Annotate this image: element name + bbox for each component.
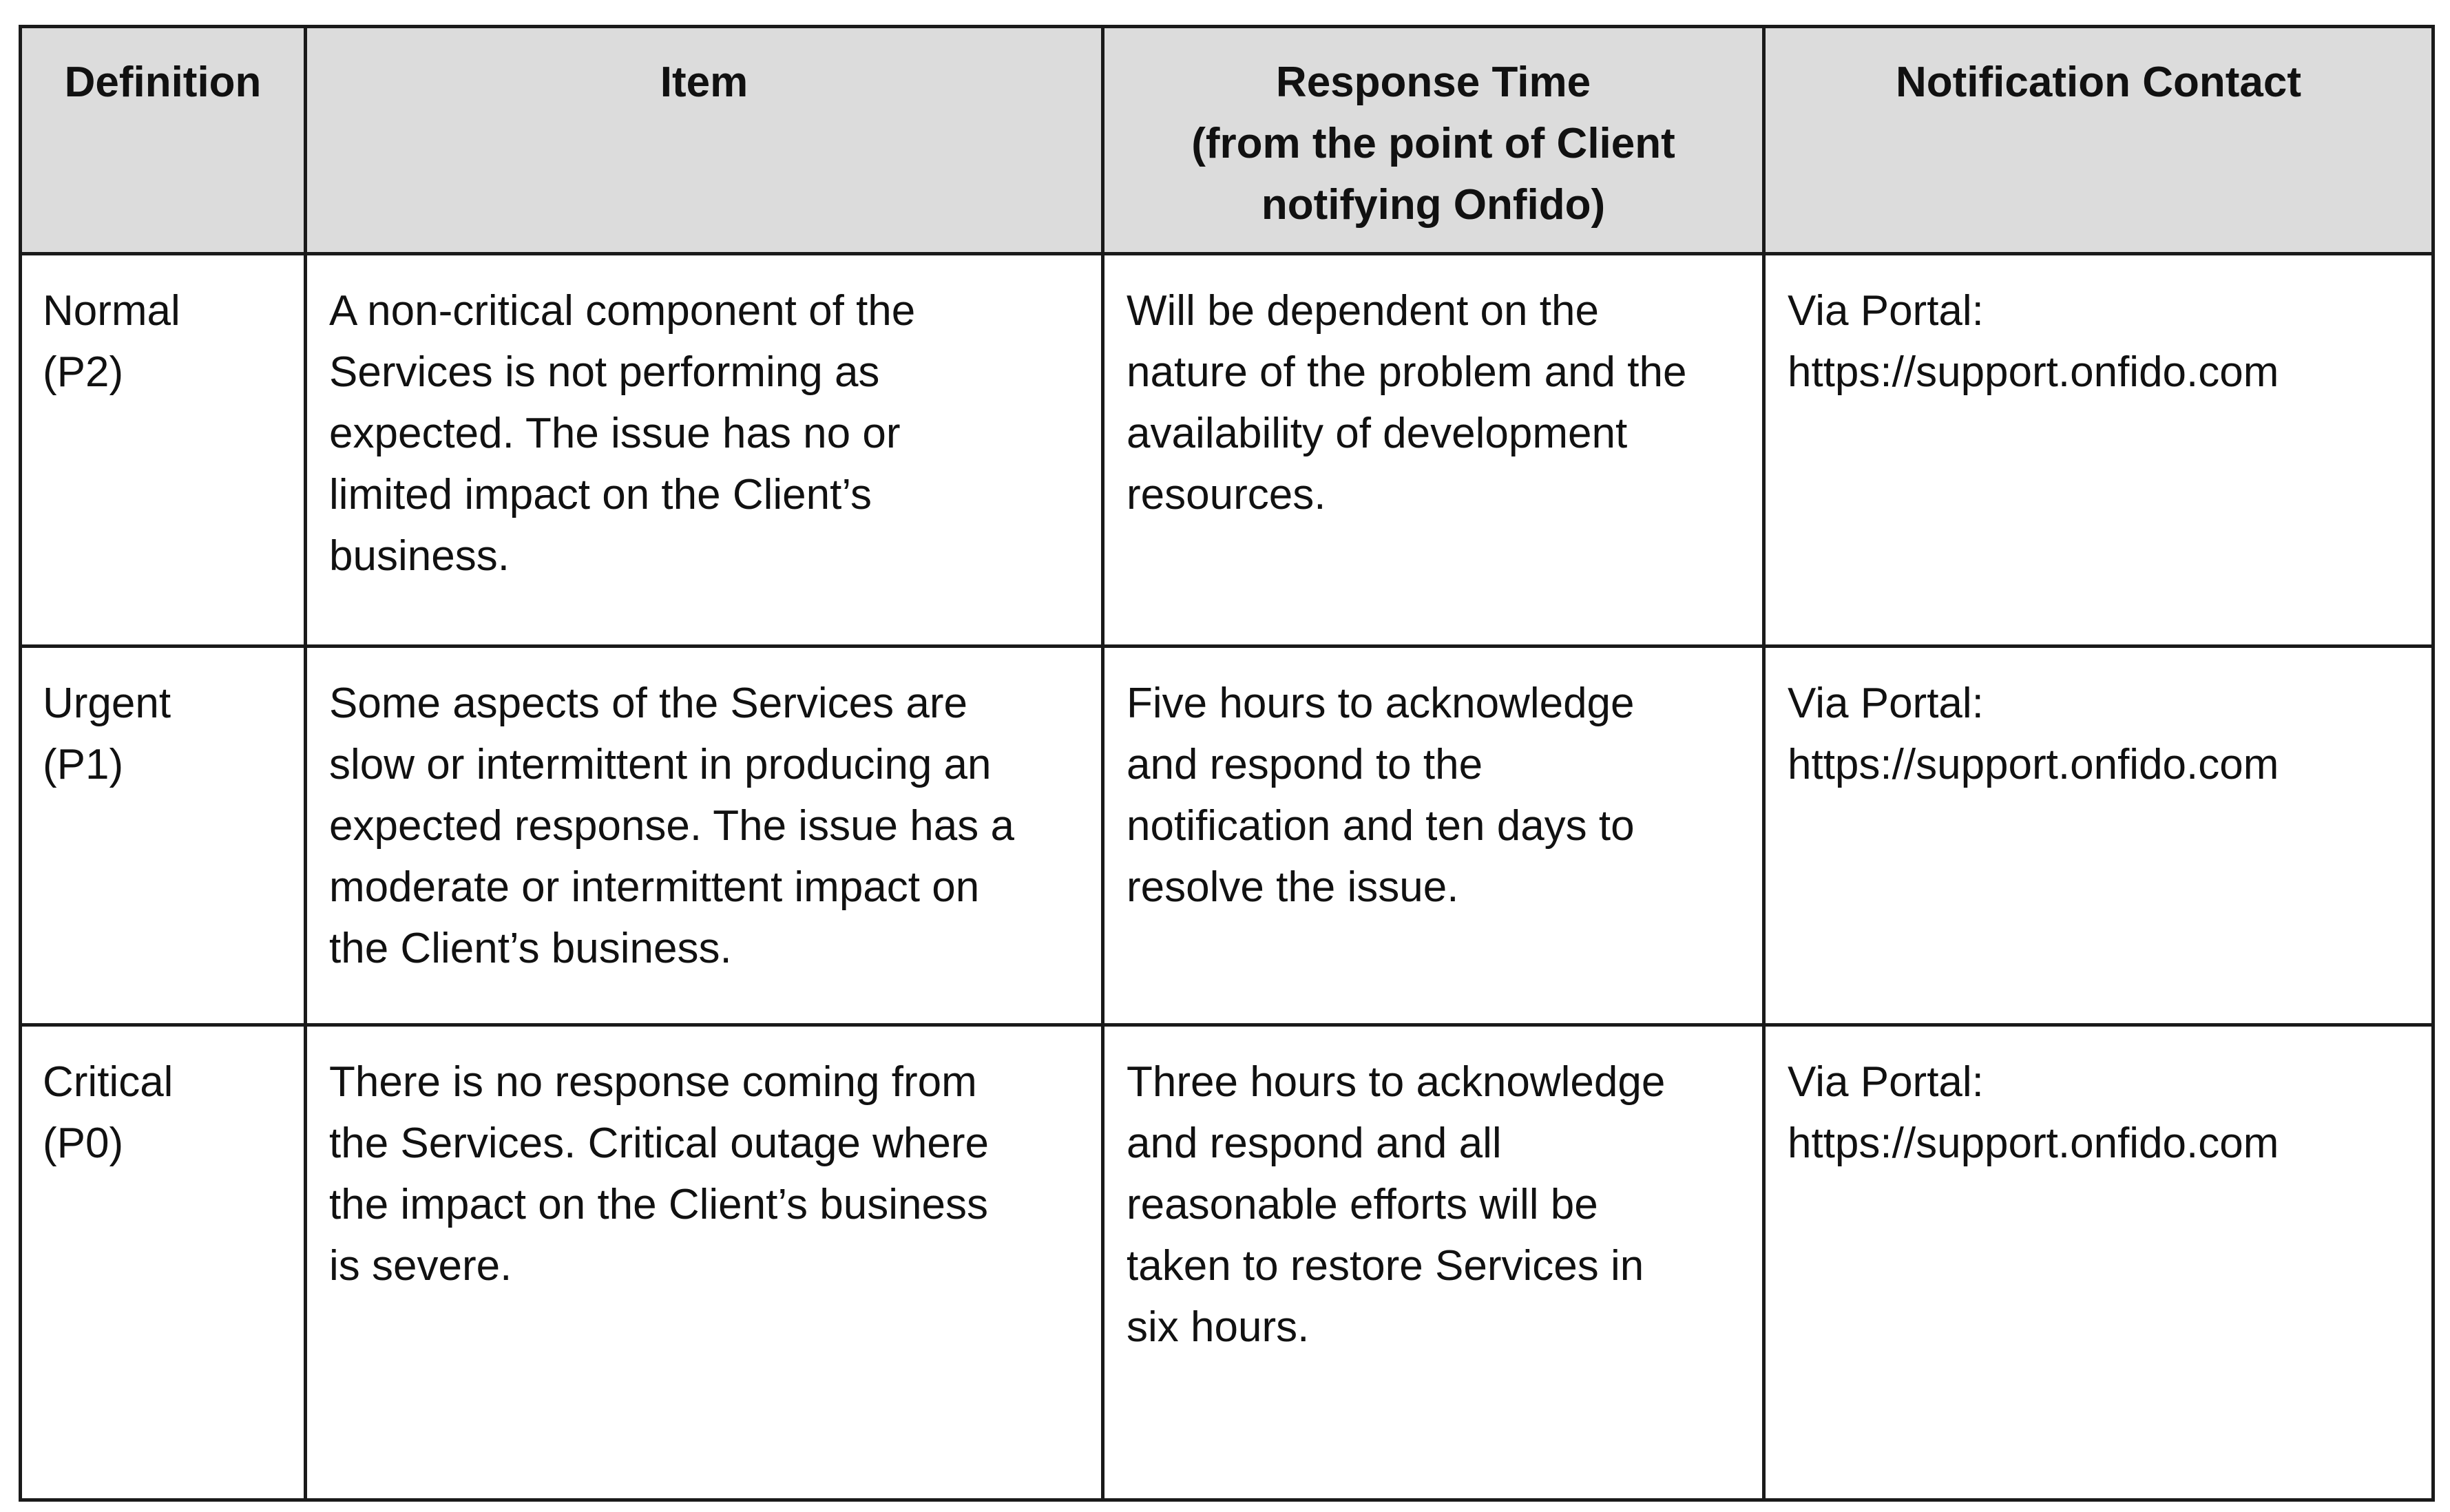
- sla-priority-table: [19, 25, 2435, 1502]
- cell-response-time: Five hours to acknowledge and respond to the notification and ten days to resolve the issue.: [1103, 647, 1764, 1025]
- cell-definition: Normal (P2): [21, 254, 306, 647]
- table-header-row: [21, 27, 2433, 254]
- table-row-critical: [21, 1025, 2433, 1500]
- header-response-time: Response Time (from the point of Client notifying Onfido): [1103, 27, 1764, 254]
- table-row-urgent: [21, 647, 2433, 1025]
- header-item: Item: [306, 27, 1103, 254]
- cell-response-time: Three hours to acknowledge and respond and all reasonable efforts will be taken to restore Services in six hours.: [1103, 1025, 1764, 1500]
- cell-item: A non-critical component of the Services is not performing as expected. The issue has no or limited impact on the Client’s business.: [306, 254, 1103, 647]
- cell-item: There is no response coming from the Services. Critical outage where the impact on the Client’s business is severe.: [306, 1025, 1103, 1500]
- header-definition: Definition: [21, 27, 306, 254]
- cell-notification-contact: Via Portal: https://support.onfido.com: [1764, 254, 2433, 647]
- cell-notification-contact: Via Portal: https://support.onfido.com: [1764, 1025, 2433, 1500]
- cell-response-time: Will be dependent on the nature of the problem and the availability of development resources.: [1103, 254, 1764, 647]
- cell-item: Some aspects of the Services are slow or intermittent in producing an expected response. The issue has a moderate or intermittent impact on the Client’s business.: [306, 647, 1103, 1025]
- cell-definition: Critical (P0): [21, 1025, 306, 1500]
- cell-definition: Urgent (P1): [21, 647, 306, 1025]
- table-row-normal: [21, 254, 2433, 647]
- header-notification-contact: Notification Contact: [1764, 27, 2433, 254]
- cell-notification-contact: Via Portal: https://support.onfido.com: [1764, 647, 2433, 1025]
